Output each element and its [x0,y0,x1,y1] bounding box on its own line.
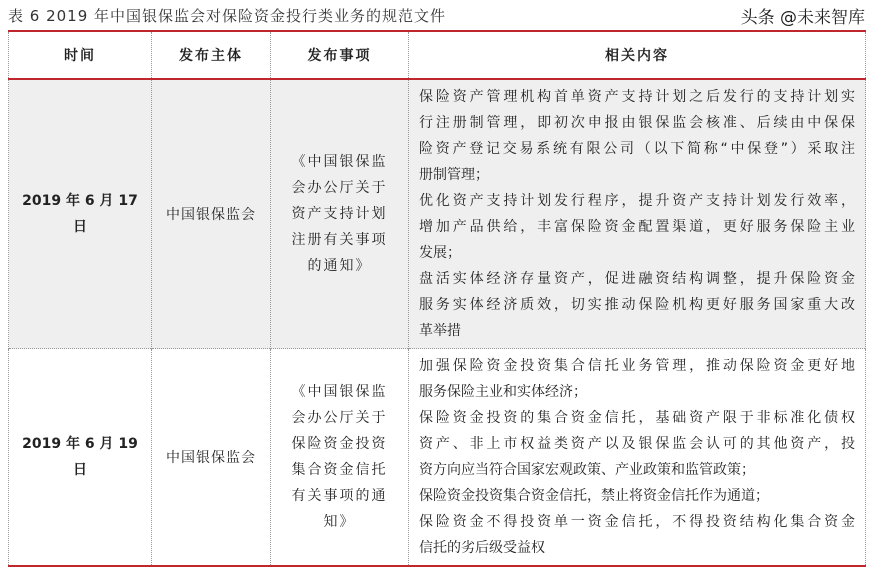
content-line: 增加产品供给，丰富保险资金配置渠道，更好服务保险主业 [419,219,855,235]
table-row [9,79,866,349]
content-line: 革举措 [419,323,461,339]
item-cell: 《中国银保监会办公厅关于资产支持计划注册有关事项的通知》 [271,79,409,349]
publisher-cell: 中国银保监会 [152,349,271,567]
content-line: 资方向应当符合国家宏观政策、产业政策和监管政策； [419,462,755,478]
content-line: 加强保险资金投资集合信托业务管理，推动保险资金更好地 [419,358,855,374]
content-line: 行注册制管理，即初次申报由银保监会核准、后续由中保保 [419,115,855,131]
content-line: 优化资产支持计划发行程序，提升资产支持计划发行效率， [419,193,855,209]
header-content: 相关内容 [409,31,866,79]
content-line: 发展； [419,245,461,261]
content-cell [409,349,866,567]
content-cell [409,79,866,349]
publisher-cell: 中国银保监会 [152,79,271,349]
table-caption: 表 6 2019 年中国银保监会对保险资金投行类业务的规范文件 [8,7,447,25]
content-line: 册制管理； [419,167,489,183]
table-row [9,349,866,567]
content-line: 保险资金投资的集合资金信托，基础资产限于非标准化债权 [419,410,855,426]
date-cell: 2019 年 6 月 19 日 [9,349,152,567]
content-line: 保险资金投资集合资金信托，禁止将资金信托作为通道； [419,488,769,504]
table-header-row [9,31,866,79]
content-line: 险资产登记交易系统有限公司（以下简称“中保登”）采取注 [419,141,855,157]
regulation-table [8,30,866,567]
watermark: 头条 @未来智库 [740,8,865,28]
content-line: 服务实体经济质效，切实推动保险机构更好服务国家重大改 [419,297,855,313]
content-line: 资产、非上市权益类资产以及银保监会认可的其他资产，投 [419,436,855,452]
content-line: 保险资产管理机构首单资产支持计划之后发行的支持计划实 [419,89,855,105]
date-cell: 2019 年 6 月 17 日 [9,79,152,349]
content-line: 服务保险主业和实体经济； [419,384,587,400]
header-publisher: 发布主体 [152,31,271,79]
content-line: 保险资金不得投资单一资金信托，不得投资结构化集合资金 [419,514,855,530]
header-item: 发布事项 [271,31,409,79]
content-line: 盘活实体经济存量资产，促进融资结构调整，提升保险资金 [419,271,855,287]
content-line: 信托的劣后级受益权 [419,540,545,556]
item-cell: 《中国银保监会办公厅关于保险资金投资集合资金信托有关事项的通知》 [271,349,409,567]
header-time: 时间 [9,31,152,79]
